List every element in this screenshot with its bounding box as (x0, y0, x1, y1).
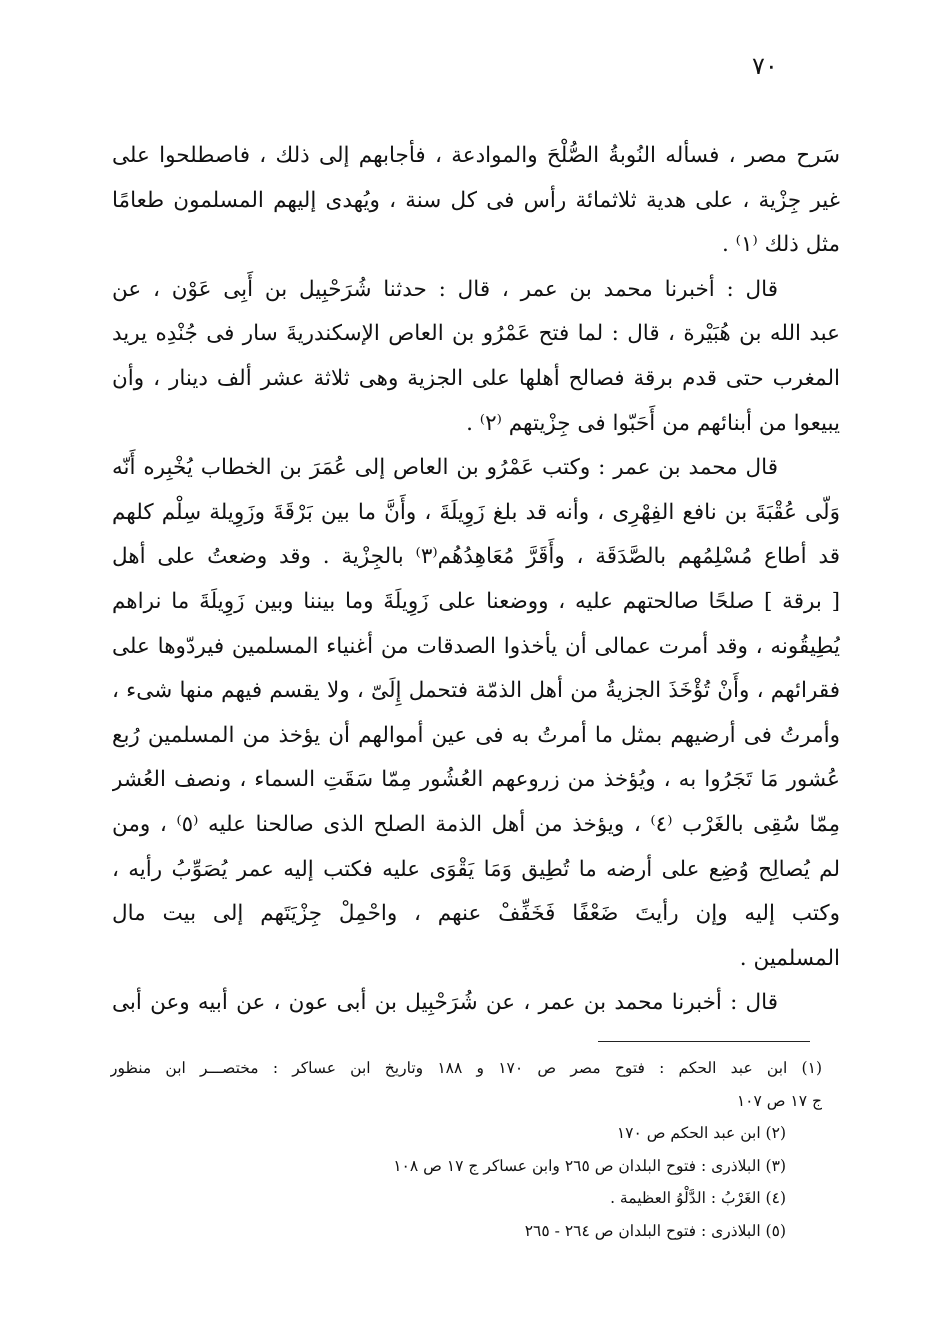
text-line: عُشور مَا تَجَرُوا به ، ويُؤخذ من زروعهم العُشُور مِمّا سَقَتِ السماء ، ونصف العُشر (112, 767, 840, 793)
paragraph-start-line: قال : أخبرنا محمد بن عمر ، قال : حدثنا شُرَحْبِيل بن أَبِى عَوْن ، عن (112, 276, 778, 302)
footnote-4: (٤) الغَرْبُ : الدَّلْوُ العظيمة . (610, 1189, 786, 1207)
footnote-1-continued: ج ١٧ ص ١٠٧ (736, 1091, 822, 1110)
text-line: المسلمين . (739, 945, 840, 971)
text-line: [ برقة ] صلحًا صالحتهم عليه ، ووضعنا على زَوِيلَةَ وما بيننا وبين زَوِيلَةَ ما نراهم (112, 588, 840, 614)
main-text (112, 134, 840, 1026)
text-line: عبد الله بن هُبَيْرة ، قال : لما فتح عَمْرُو بن العاص الإسكندريةَ سار فى جُنْدِه يريد (112, 321, 840, 347)
paragraph-start-line: قال : أخبرنا محمد بن عمر ، عن شُرَحْبِيل بن أبى عون ، عن أبيه وعن أبى (112, 990, 778, 1016)
text-line: غير جِزْية ، على هدية ثلاثمائة رأس فى كل سنة ، ويُهدى إليهم المسلمون طعامًا (112, 187, 840, 213)
page-number: ٧٠ (752, 52, 778, 80)
footnote-5: (٥) البلاذرى : فتوح البلدان ص ٢٦٤ - ٢٦٥ (524, 1221, 786, 1240)
text-line: مثل ذلك ⁽١⁾ . (722, 232, 840, 258)
text-line: يُطِيقُونه ، وقد أمرت عمالى أن يأخذوا الصدقات من أغنياء المسلمين فيردّوها على (112, 633, 840, 659)
text-line: المغرب حتى قدم برقة فصالح أهلها على الجزية وهى ثلاثة عشر ألف دينار ، وأن (112, 365, 840, 391)
text-line: سَرح مصر ، فسأله النُوبةُ الصُّلْحَ والموادعة ، فأجابهم إلى ذلك ، فاصطلحوا على (112, 143, 840, 168)
footnote-3: (٣) البلاذرى : فتوح البلدان ص ٢٦٥ وابن عساكر ج ١٧ ص ١٠٨ (393, 1156, 786, 1175)
footnote-1: (١) ابن عبد الحكم : فتوح مصر ص ١٧٠ و ١٨٨ وتاريخ ابن عساكر : مختصـــر ابن منظور (110, 1059, 822, 1077)
footnote-separator (598, 1041, 810, 1042)
text-line: يبيعوا من أبنائهم من أَحَبّوا فى جِزْيتهم ⁽٢⁾ . (466, 410, 840, 436)
text-line: وكتب إليه وإن رأيتَ ضَعْفًا فَخَفِّفْ عنهم ، واحْمِلْ جِزْيَتَهم إلى بيت مال (112, 901, 840, 927)
text-line: قد أطاع مُسْلِمُهم بالصَّدَقَة ، وأَقَرَّ مُعَاهِدُهُم⁽٣⁾ بالجِزْية . وقد وضعتُ على أهل (112, 544, 840, 570)
text-line: وأمرتُ فى أرضيهم بمثل ما أمرتُ به فى عين أموالهم أن يؤخذ من المسلمين رُبع (112, 722, 840, 748)
paragraph-start-line: قال محمد بن عمر : وكتب عَمْرُو بن العاص إلى عُمَرَ بن الخطاب يُخْبِره أَنّه (112, 455, 778, 481)
text-line: لم يُصالِح وُضِع على أرضه ما تُطِيق وَمَا يَقْوَى عليه فكتب إليه عمر يُصَوِّبُ رأيه ، (112, 856, 840, 882)
text-line: فقرائهم ، وأَنْ تُؤْخَذَ الجزيةُ من أهل الذمّة فتحمل إِلَىّ ، ولا يقسم فيهم منها شىء ، (112, 678, 840, 704)
text-line: وَلّى عُقْبَةَ بن نافع الفِهْرِى ، وأنه قد بلغ زَوِيلَةَ ، وأَنَّ ما بين بَرْقَةَ وزَوِيلة سِلْم كلهم (112, 499, 840, 525)
footnotes (110, 1052, 822, 1247)
footnote-2: (٢) ابن عبد الحكم ص ١٧٠ (616, 1124, 786, 1142)
text-line: مِمّا سُقِى بالغَرْب ⁽٤⁾ ، ويؤخذ من أهل الذمة الصلح الذى صالحنا عليه ⁽٥⁾ ، ومن (112, 811, 840, 837)
